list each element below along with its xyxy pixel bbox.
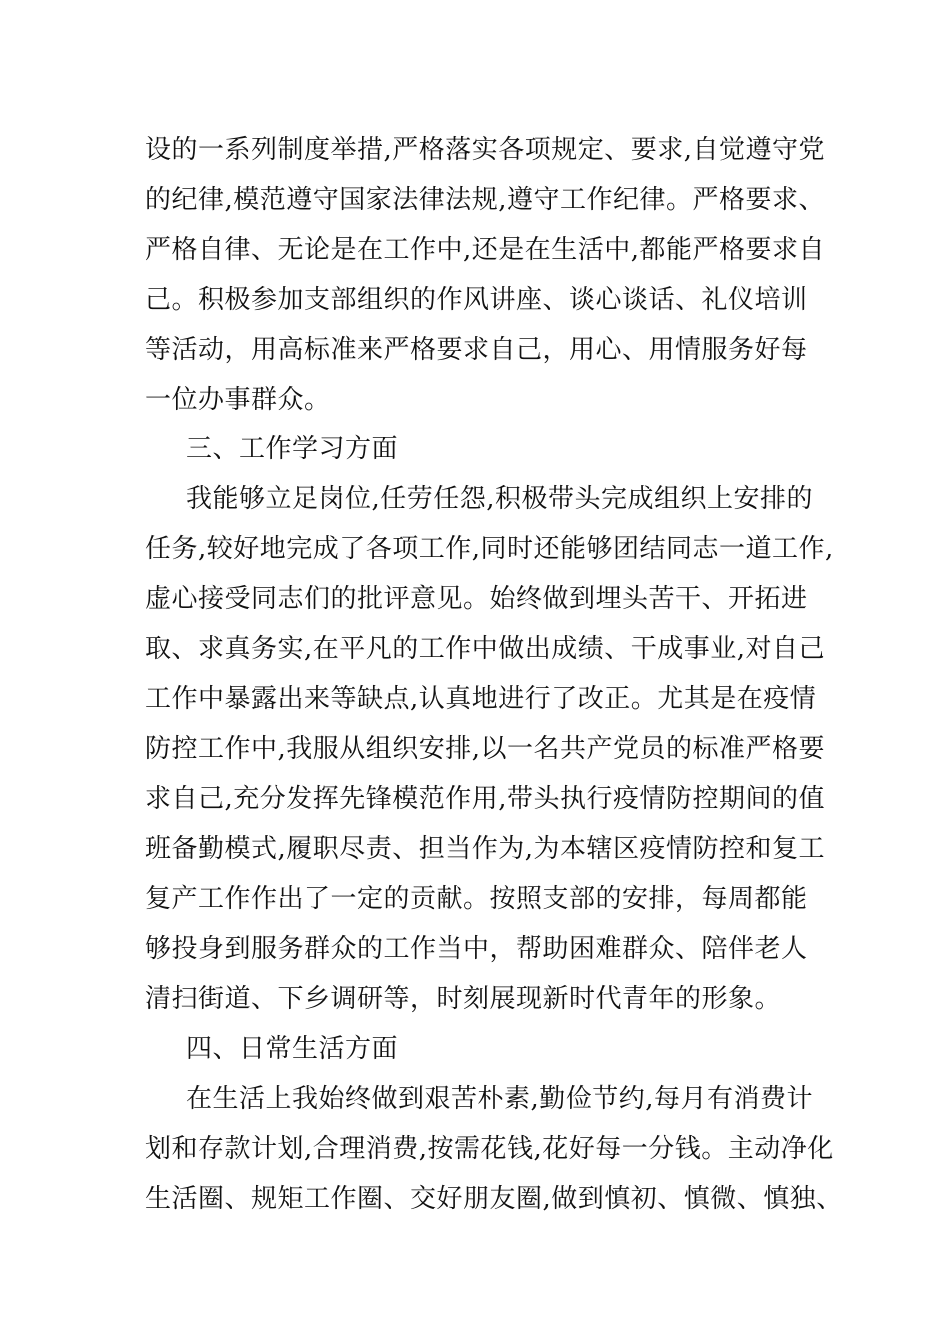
text-line-6: 一位办事群众。 bbox=[145, 385, 331, 415]
section-heading-3: 三、工作学习方面 bbox=[186, 434, 399, 464]
text-line-18: 清扫街道、下乡调研等，时刻展现新时代青年的形象。 bbox=[145, 984, 782, 1014]
text-line-17: 够投身到服务群众的工作当中，帮助困难群众、陪伴老人 bbox=[145, 934, 808, 964]
text-line-5: 等活动，用高标准来严格要求自己，用心、用情服务好每 bbox=[145, 335, 808, 365]
text-line-21: 划和存款计划,合理消费,按需花钱,花好每一分钱。主动净化 bbox=[145, 1134, 834, 1164]
text-line-11: 取、求真务实,在平凡的工作中做出成绩、干成事业,对自己 bbox=[145, 634, 826, 664]
text-line-20: 在生活上我始终做到艰苦朴素,勤俭节约,每月有消费计 bbox=[186, 1084, 814, 1114]
text-line-14: 求自己,充分发挥先锋模范作用,带头执行疫情防控期间的值 bbox=[145, 784, 826, 814]
text-line-16: 复产工作作出了一定的贡献。按照支部的安排，每周都能 bbox=[145, 884, 808, 914]
text-line-9: 任务,较好地完成了各项工作,同时还能够团结同志一道工作, bbox=[145, 534, 834, 564]
text-line-12: 工作中暴露出来等缺点,认真地进行了改正。尤其是在疫情 bbox=[145, 684, 817, 714]
text-line-10: 虚心接受同志们的批评意见。始终做到埋头苦干、开拓进 bbox=[145, 584, 808, 614]
text-line-1: 设的一系列制度举措,严格落实各项规定、要求,自觉遵守党 bbox=[145, 135, 826, 165]
text-line-3: 严格自律、无论是在工作中,还是在生活中,都能严格要求自 bbox=[145, 235, 826, 265]
text-line-13: 防控工作中,我服从组织安排,以一名共产党员的标准严格要 bbox=[145, 734, 826, 764]
section-heading-4: 四、日常生活方面 bbox=[186, 1034, 399, 1064]
text-line-22: 生活圈、规矩工作圈、交好朋友圈,做到慎初、慎微、慎独、 bbox=[145, 1184, 843, 1214]
text-line-4: 己。积极参加支部组织的作风讲座、谈心谈话、礼仪培训 bbox=[145, 285, 808, 315]
text-line-8: 我能够立足岗位,任劳任怨,积极带头完成组织上安排的 bbox=[186, 484, 814, 514]
text-line-2: 的纪律,模范遵守国家法律法规,遵守工作纪律。严格要求、 bbox=[145, 185, 826, 215]
text-line-15: 班备勤模式,履职尽责、担当作为,为本辖区疫情防控和复工 bbox=[145, 834, 826, 864]
